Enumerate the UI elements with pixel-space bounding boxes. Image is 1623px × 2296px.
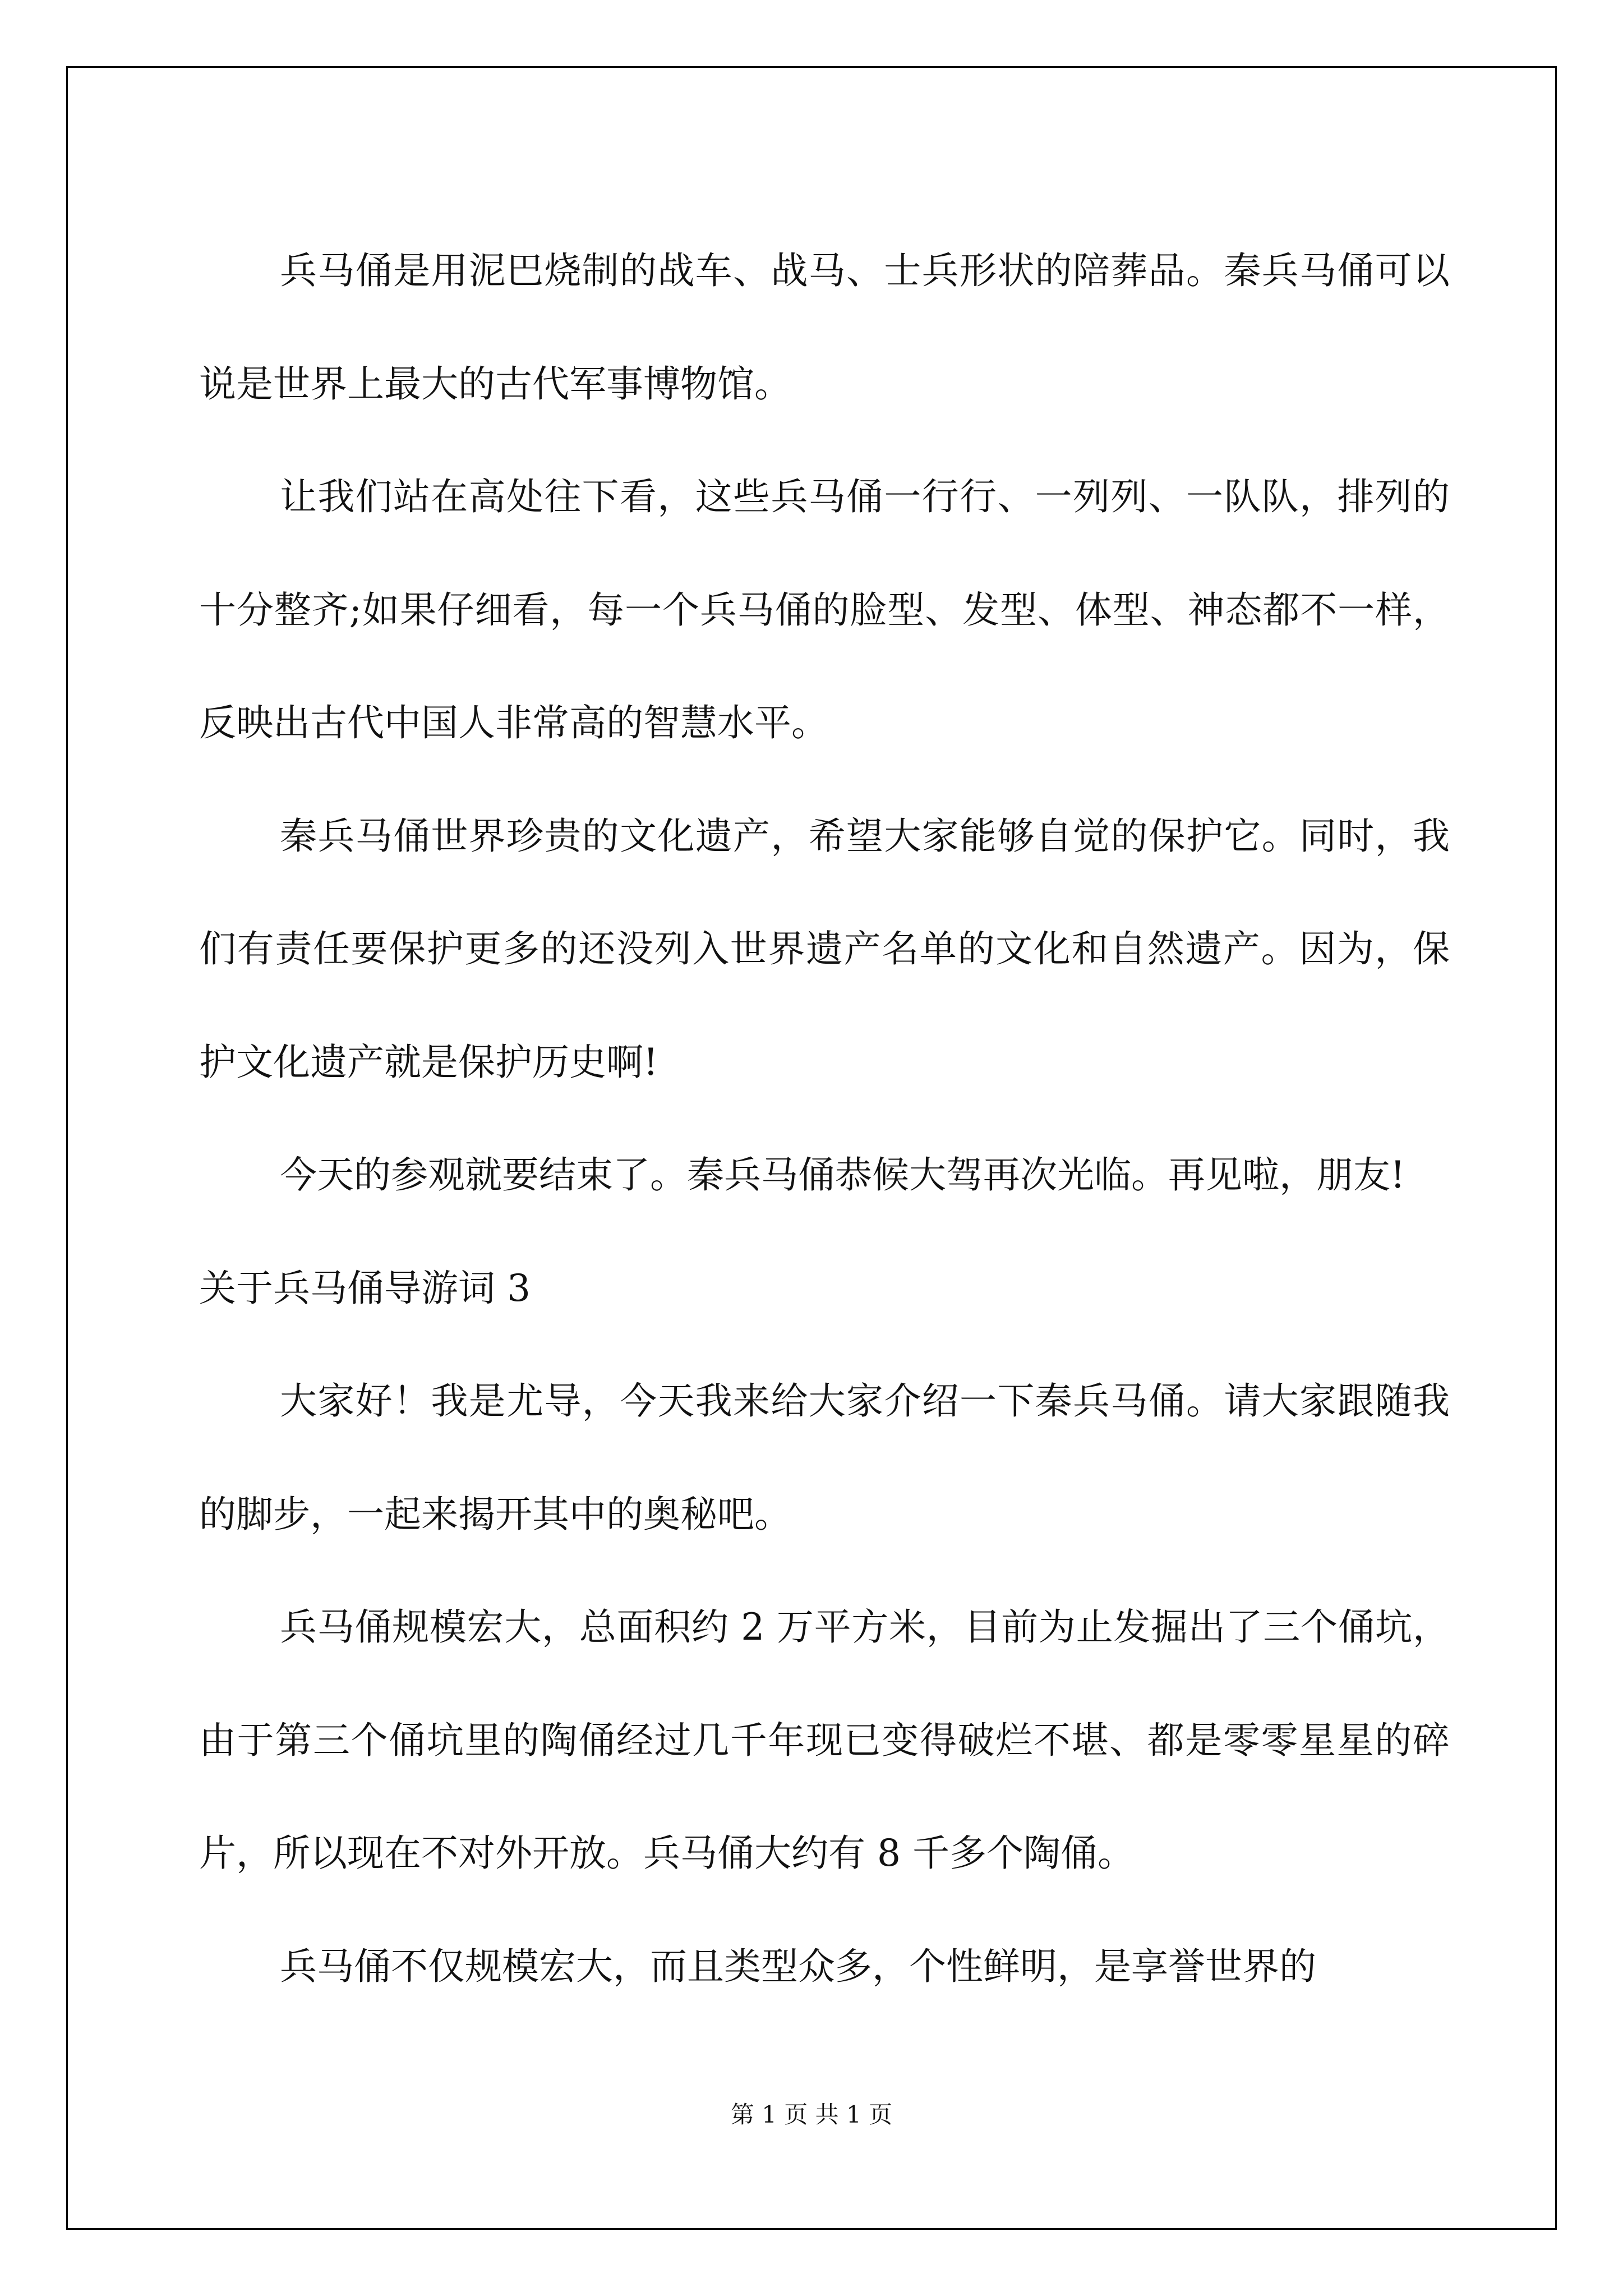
paragraph: 秦兵马俑世界珍贵的文化遗产，希望大家能够自觉的保护它。同时，我们有责任要保护更多的还没列入世界遗产名单的文化和自然遗产。因为，保护文化遗产就是保护历史啊!	[199, 814, 1450, 1084]
paragraph: 兵马俑不仅规模宏大，而且类型众多，个性鲜明，是享誉世界的	[280, 1944, 1316, 1988]
document-body	[199, 214, 1450, 2023]
paragraph: 大家好！我是尤导，今天我来给大家介绍一下秦兵马俑。请大家跟随我的脚步，一起来揭开其中的奥秘吧。	[199, 1379, 1450, 1536]
page-footer: 第 1 页 共 1 页	[730, 2101, 893, 2128]
paragraph: 兵马俑是用泥巴烧制的战车、战马、士兵形状的陪葬品。秦兵马俑可以说是世界上最大的古代军事博物馆。	[199, 249, 1450, 406]
section-heading: 关于兵马俑导游词 3	[199, 1266, 531, 1310]
paragraph: 让我们站在高处往下看，这些兵马俑一行行、一列列、一队队，排列的十分整齐;如果仔细看，每一个兵马俑的脸型、发型、体型、神态都不一样，反映出古代中国人非常高的智慧水平。	[199, 475, 1450, 744]
paragraph: 今天的参观就要结束了。秦兵马俑恭候大驾再次光临。再见啦，朋友!	[280, 1153, 1405, 1197]
paragraph: 兵马俑规模宏大，总面积约 2 万平方米，目前为止发掘出了三个俑坑，由于第三个俑坑里的陶俑经过几千年现已变得破烂不堪、都是零零星星的碎片，所以现在不对外开放。兵马俑大约有 8 千多个陶俑。	[199, 1605, 1450, 1875]
